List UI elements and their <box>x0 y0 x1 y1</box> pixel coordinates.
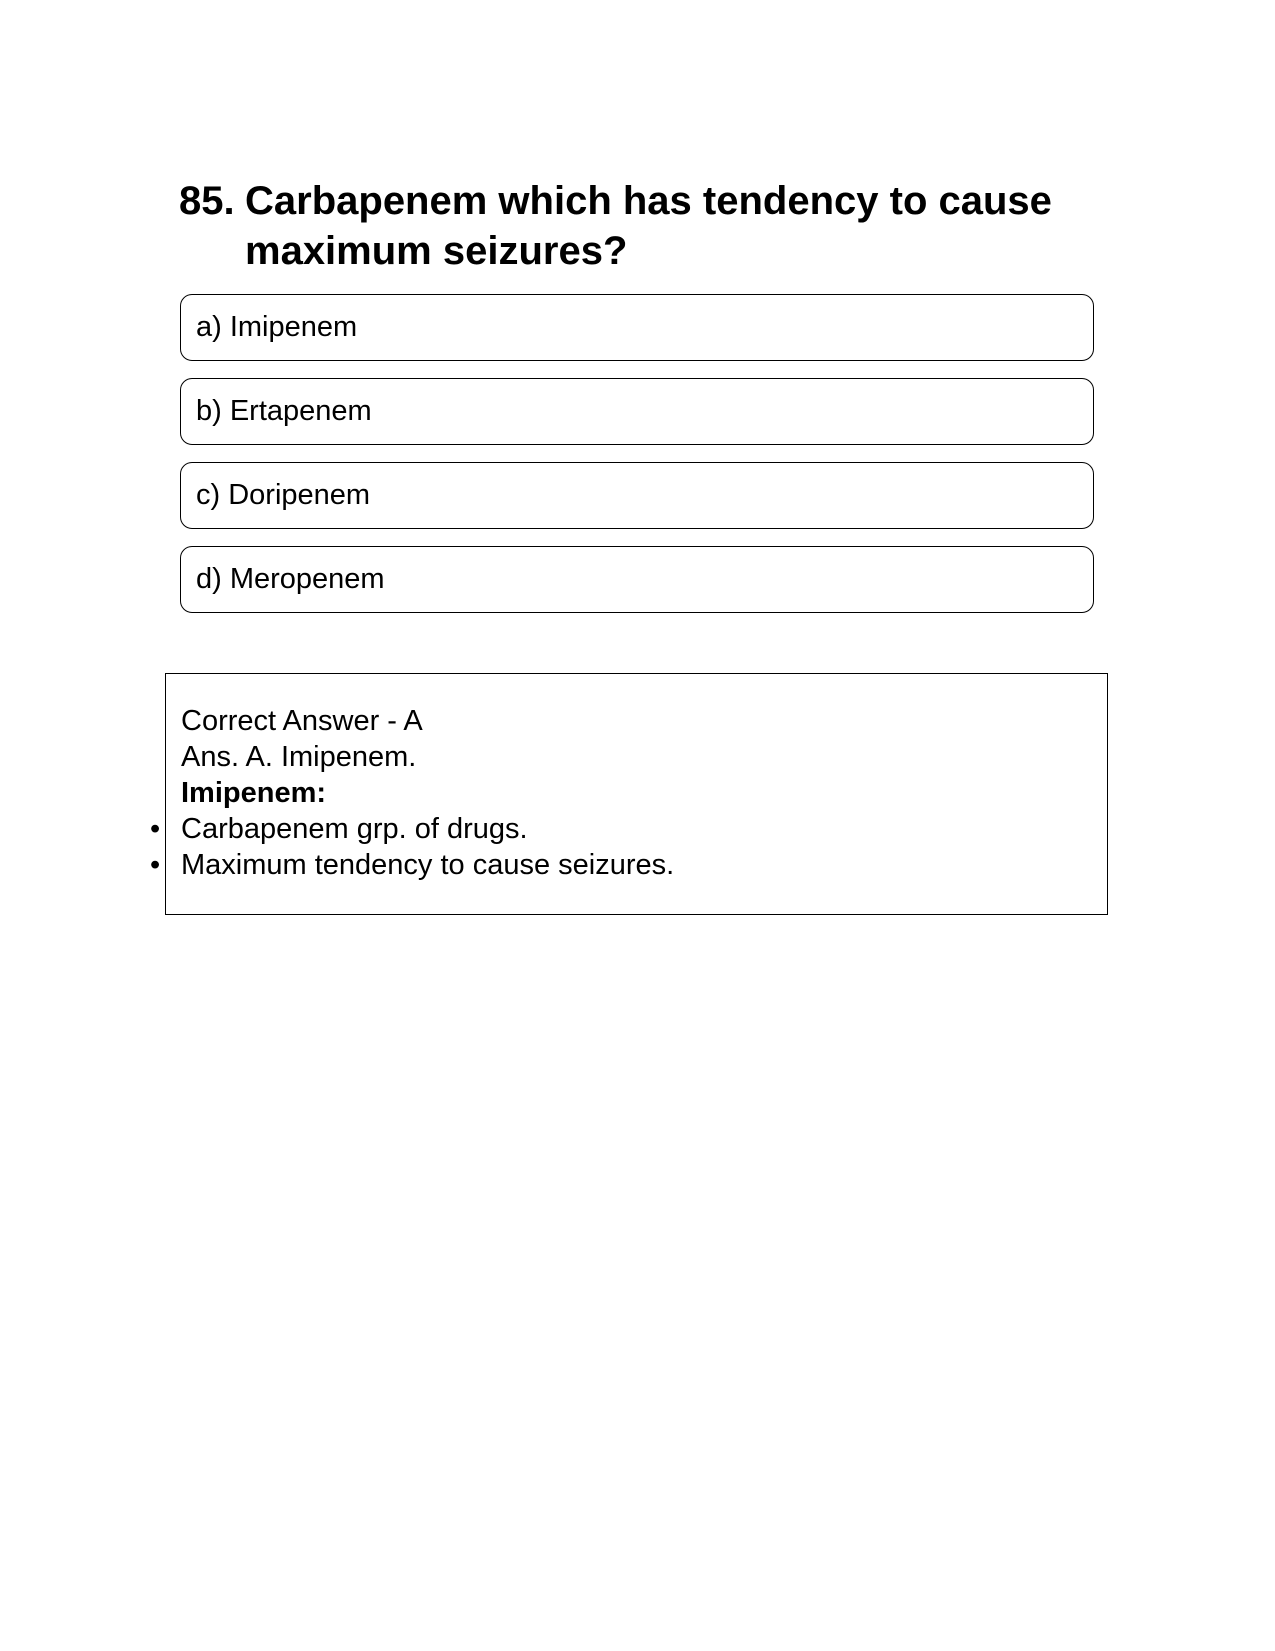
question-number: 85. <box>179 179 235 223</box>
question-text: Carbapenem which has tendency to cause maximum seizures? <box>245 179 1052 273</box>
option-c[interactable]: c) Doripenem <box>180 462 1094 529</box>
question-heading <box>179 176 1099 276</box>
correct-answer-text: Correct Answer - A <box>181 705 423 737</box>
option-d[interactable]: d) Meropenem <box>180 546 1094 613</box>
answer-line: Ans. A. Imipenem. <box>181 741 417 773</box>
bullet-item <box>150 847 675 883</box>
option-a[interactable]: a) Imipenem <box>180 294 1094 361</box>
bullet-text: Carbapenem grp. of drugs. <box>181 813 528 845</box>
bullet-item <box>150 811 674 847</box>
explanation-heading: Imipenem: <box>181 777 327 809</box>
option-b[interactable]: b) Ertapenem <box>180 378 1094 445</box>
answer-explanation <box>150 703 675 883</box>
bullet-icon: • <box>150 849 161 881</box>
bullet-icon: • <box>150 813 161 845</box>
bullet-text: Maximum tendency to cause seizures. <box>181 849 675 881</box>
